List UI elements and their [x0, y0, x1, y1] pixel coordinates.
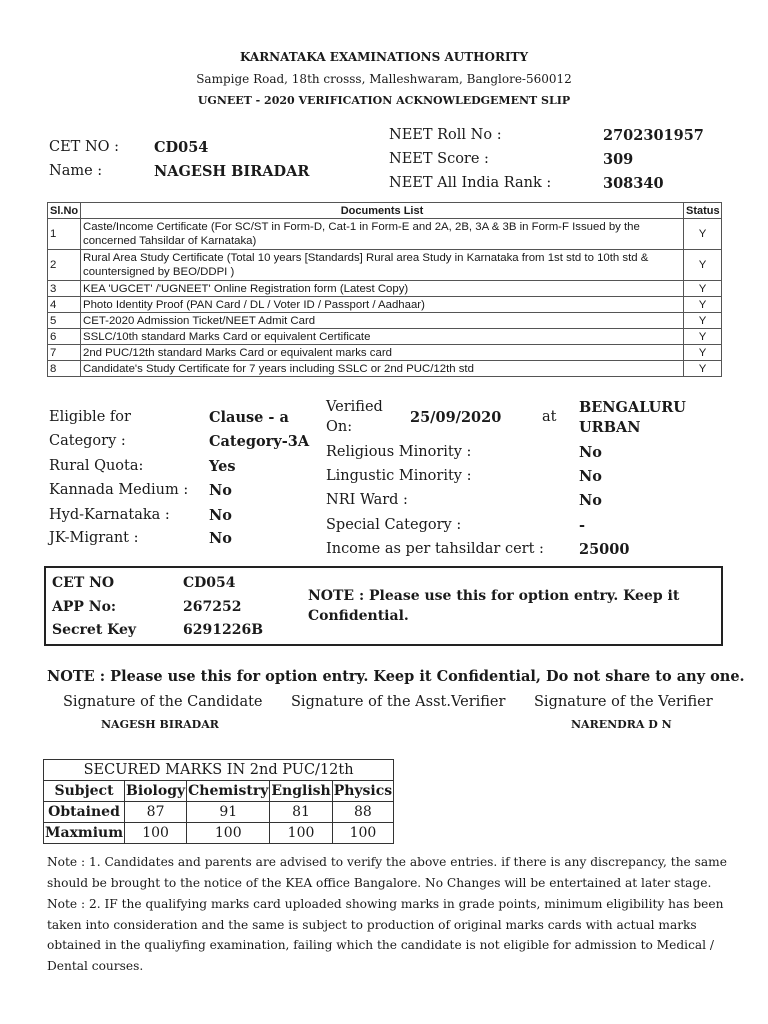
lingustic-minority-label: Lingustic Minority : [326, 468, 472, 484]
doc-name: CET-2020 Admission Ticket/NEET Admit Card [81, 313, 684, 329]
app-no-value: 267252 [183, 599, 242, 615]
marks-obtained-biology: 87 [125, 802, 187, 823]
confidential-note: NOTE : Please use this for option entry. Keep it Confidential, Do not share to any one. [47, 668, 745, 685]
slip-title: UGNEET - 2020 VERIFICATION ACKNOWLEDGEMENT SLIP [197, 94, 571, 107]
marks-obtained-physics: 88 [332, 802, 393, 823]
kannada-medium-label: Kannada Medium : [49, 482, 189, 498]
jk-migrant-label: JK-Migrant : [49, 530, 139, 546]
doc-no: 5 [48, 313, 81, 329]
at-label: at [542, 409, 557, 425]
eligible-value: Clause - a [209, 409, 289, 426]
doc-name: KEA 'UGCET' /'UGNEET' Online Registration form (Latest Copy) [81, 281, 684, 297]
marks-max-chemistry: 100 [187, 823, 270, 844]
table-row [48, 329, 722, 345]
neet-roll-value: 2702301957 [603, 127, 704, 144]
cet-no-value: CD054 [154, 139, 209, 156]
table-row [48, 219, 722, 250]
secret-key-value: 6291226B [183, 622, 264, 638]
doc-no: 2 [48, 250, 81, 281]
documents-header-row [48, 203, 722, 219]
rural-quota-label: Rural Quota: [49, 458, 144, 474]
doc-name: Rural Area Study Certificate (Total 10 years [Standards] Rural area Study in Karnataka from 1st std to 10th std & countersigned by BEO/DDPI ) [81, 250, 684, 281]
marks-max-english: 100 [270, 823, 332, 844]
cet-no-label: CET NO : [49, 139, 120, 155]
doc-no: 8 [48, 361, 81, 377]
verified-place: BENGALURU [579, 399, 686, 416]
table-row [48, 281, 722, 297]
marks-obtained-english: 81 [270, 802, 332, 823]
marks-col-subject: Subject [44, 781, 125, 802]
neet-rank-label: NEET All India Rank : [389, 175, 552, 191]
table-row [48, 250, 722, 281]
authority-title: KARNATAKA EXAMINATIONS AUTHORITY [239, 50, 529, 64]
doc-status: Y [684, 345, 722, 361]
income-label: Income as per tahsildar cert : [326, 541, 544, 557]
marks-obtained-label: Obtained [44, 802, 125, 823]
hyd-karnataka-label: Hyd-Karnataka : [49, 507, 170, 523]
app-no-label: APP No: [52, 599, 117, 615]
verifier-signature-name: NARENDRA D N [571, 718, 672, 731]
name-label: Name : [49, 163, 103, 179]
special-category-value: - [579, 517, 586, 534]
doc-status: Y [684, 329, 722, 345]
income-value: 25000 [579, 541, 630, 558]
nri-ward-value: No [579, 492, 602, 509]
neet-roll-label: NEET Roll No : [389, 127, 502, 143]
doc-status: Y [684, 313, 722, 329]
kannada-medium-value: No [209, 482, 232, 499]
verifier-signature-label: Signature of the Verifier [534, 694, 713, 710]
eligible-label: Eligible for [49, 409, 131, 425]
neet-score-label: NEET Score : [389, 151, 489, 167]
doc-status: Y [684, 219, 722, 250]
marks-col-chemistry: Chemistry [187, 781, 270, 802]
table-row [48, 361, 722, 377]
neet-score-value: 309 [603, 151, 634, 168]
doc-status: Y [684, 297, 722, 313]
religious-minority-label: Religious Minority : [326, 444, 472, 460]
doc-status: Y [684, 361, 722, 377]
nri-ward-label: NRI Ward : [326, 492, 408, 508]
doc-name: Photo Identity Proof (PAN Card / DL / Voter ID / Passport / Aadhaar) [81, 297, 684, 313]
verified-on-label: On: [326, 419, 353, 435]
doc-no: 4 [48, 297, 81, 313]
verified-place-2: URBAN [579, 419, 641, 436]
marks-max-biology: 100 [125, 823, 187, 844]
marks-obtained-row [44, 802, 394, 823]
authority-address: Sampige Road, 18th crosss, Malleshwaram, Banglore-560012 [196, 72, 572, 86]
marks-header-row [44, 781, 394, 802]
jk-migrant-value: No [209, 530, 232, 547]
hyd-karnataka-value: No [209, 507, 232, 524]
conf-cet-no-label: CET NO [52, 575, 115, 591]
name-value: NAGESH BIRADAR [154, 163, 310, 180]
candidate-signature-name: NAGESH BIRADAR [101, 718, 219, 731]
lingustic-minority-value: No [579, 468, 602, 485]
marks-max-label: Maxmium [44, 823, 125, 844]
footnote-1: Note : 1. Candidates and parents are advised to verify the above entries. if there is any discrepancy, the same should be brought to the notice of the KEA office Bangalore. No Changes will be entertained at later stage. [47, 855, 727, 890]
religious-minority-value: No [579, 444, 602, 461]
marks-col-english: English [270, 781, 332, 802]
footnote-2: Note : 2. IF the qualifying marks card uploaded showing marks in grade points, minimum eligibility has been taken into consideration and the same is subject to production of original marks cards with actual marks obtained in the qualiyfing examination, failing which the candidate is not eligible for admission to Medical / Dental courses. [47, 897, 724, 973]
table-row [48, 297, 722, 313]
doc-name: Candidate's Study Certificate for 7 years including SSLC or 2nd PUC/12th std [81, 361, 684, 377]
doc-status: Y [684, 281, 722, 297]
doc-no: 6 [48, 329, 81, 345]
neet-rank-value: 308340 [603, 175, 664, 192]
verified-date: 25/09/2020 [410, 409, 502, 426]
doc-name: SSLC/10th standard Marks Card or equivalent Certificate [81, 329, 684, 345]
confidential-box [44, 566, 723, 646]
rural-quota-value: Yes [209, 458, 236, 475]
category-label: Category : [49, 433, 126, 449]
conf-cet-no-value: CD054 [183, 575, 236, 591]
col-slno: Sl.No [48, 203, 81, 219]
marks-max-physics: 100 [332, 823, 393, 844]
documents-table [47, 202, 722, 377]
secret-key-label: Secret Key [52, 622, 137, 638]
marks-col-biology: Biology [125, 781, 187, 802]
doc-no: 1 [48, 219, 81, 250]
doc-status: Y [684, 250, 722, 281]
category-value: Category-3A [209, 433, 310, 450]
conf-note-line2: Confidential. [308, 608, 409, 624]
table-row [48, 313, 722, 329]
col-documents: Documents List [81, 203, 684, 219]
marks-max-row [44, 823, 394, 844]
candidate-signature-label: Signature of the Candidate [63, 694, 263, 710]
doc-name: Caste/Income Certificate (For SC/ST in Form-D, Cat-1 in Form-E and 2A, 2B, 3A & 3B in Form-F Issued by the concerned Tahsildar of Karnataka) [81, 219, 684, 250]
table-row [48, 345, 722, 361]
asst-verifier-signature-label: Signature of the Asst.Verifier [291, 694, 506, 710]
doc-no: 7 [48, 345, 81, 361]
marks-table [43, 759, 394, 844]
marks-col-physics: Physics [332, 781, 393, 802]
conf-note-line1: NOTE : Please use this for option entry. Keep it [308, 588, 680, 604]
verified-label: Verified [326, 399, 383, 415]
doc-name: 2nd PUC/12th standard Marks Card or equivalent marks card [81, 345, 684, 361]
doc-no: 3 [48, 281, 81, 297]
special-category-label: Special Category : [326, 517, 462, 533]
marks-title: SECURED MARKS IN 2nd PUC/12th [44, 760, 394, 781]
marks-obtained-chemistry: 91 [187, 802, 270, 823]
col-status: Status [684, 203, 722, 219]
